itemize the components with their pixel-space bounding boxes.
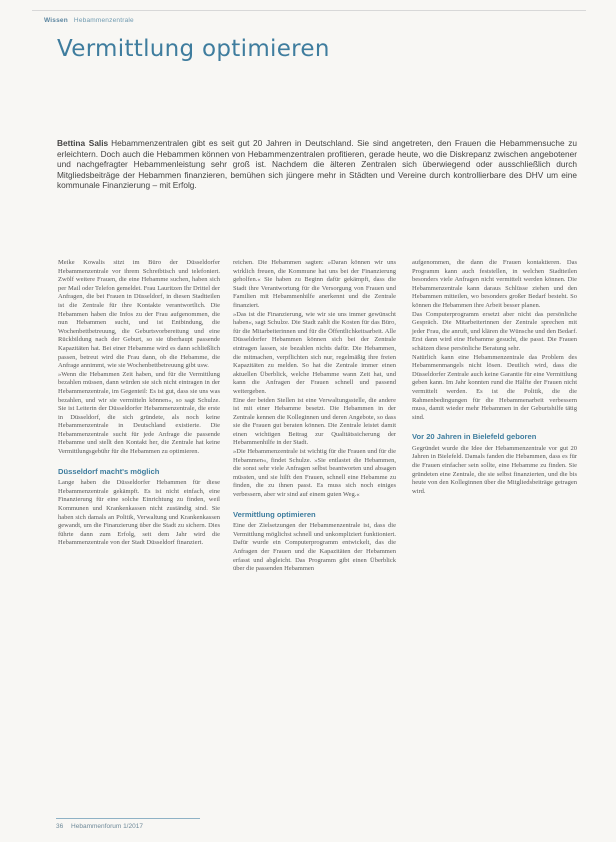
subheading: Vermittlung optimieren (233, 509, 316, 519)
paragraph: reichen. Die Hebammen sagten: »Daran können wir uns wirklich freuen, die Kommune hat uns bei der Finanzierung geholfen.« Sie haben zu Beginn dafür gekämpft, dass die Stadt ihre Verantwortung für die Versorgung von Frauen und Familien mit Hebammenhilfe anerkennt und die Zentrale finanziert. (233, 259, 396, 309)
page-footer (56, 823, 143, 830)
article-title: Vermittlung optimieren (57, 36, 330, 62)
rubric (44, 17, 134, 24)
paragraph: Meike Kowalis sitzt im Büro der Düsseldorfer Hebammenzentrale vor ihrem Schreibtisch und telefoniert. Zwölf weitere Frauen, die eine Hebamme suchen, haben sich per Mail oder Telefon gemeldet. Frau Lauritzen Ihr Drittel der Anfragen, die bei Frauen in Düsseldorf, in diesen Stadtteilen ist die Zentrale für ihre Kontakte verantwortlich. Die Hebammen haben die Infos zu der Frau aufgenommen, die nun Hebammen sucht, und ist Entbindung, die Wochenbettbetreuung, die Geburtsvorbereitung und eine Rückbildung nach der Geburt, so sie überhaupt passende Kapazitäten hat. Bei einer Hebamme wird es dann schließlich passen, betreut wird die Frau dann, ob die Hebamme, die Anfrage annimmt, wie sie Wochenbettbetreuung gibt usw. (58, 259, 220, 370)
teaser-text: Hebammenzentralen gibt es seit gut 20 Jahren in Deutschland. Sie sind angetreten, den Frauen die Hebammensuche zu erleichtern. Doch auch die Hebammen können von Hebammenzentralen profitieren, gerade heute, wo die Diskrepanz zwischen angebotener und nachgefragter Hebammenleistung sehr groß ist. Nachdem die älteren Zentralen sich überwiegend oder ausschließlich durch Mitgliedsbeiträge der Hebammen finanzieren, bemühen sich jüngere mehr in Städten und Vereine durch kontrollierbare des DHV um eine kommunale Finanzierung – mit Erfolg. (57, 138, 577, 190)
author-name: Bettina Salis (57, 138, 109, 148)
paragraph: Das Computerprogramm ersetzt aber nicht das persönliche Gespräch. Die Mitarbeiterinnen der Zentrale sprechen mit jeder Frau, die anruft, und klären die Wünsche und den Bedarf. Erst dann wird eine Hebamme gesucht, die passt. Die Frauen schätzen diese persönliche Beratung sehr. (412, 310, 577, 352)
body-column-1 (58, 259, 220, 548)
rubric-subsection: Hebammenzentrale (73, 17, 134, 24)
paragraph: »Wenn die Hebammen Zeit haben, und für die Vermittlung bezahlen müssen, dann würden sie sich nicht eintragen in der Hebammenzentrale, im Gegenteil: Es ist gut, dass sie uns was bezahlen, und wir sie vermitteln können«, so sagt Schulze. Sie ist Leiterin der Düsseldorfer Hebammenzentrale, die erste in Düsseldorf, die sich gründete, als noch keine Hebammenzentrale in Deutschland existierte. Die Hebammenzentrale sucht für jede Anfrage die passende Hebamme und stellt den Kontakt her, die Zentrale hat keine Vermittlungsgebühr für die Hebammen zu optimieren. (58, 370, 220, 456)
article-teaser (57, 138, 577, 191)
paragraph: »Die Hebammenzentrale ist wichtig für die Frauen und für die Hebammen«, findet Schulze. »Sie entlastet die Hebammen, die sonst sehr viele Anfragen selbst beantworten und absagen müssten, und sie hilft den Frauen, schnell eine Hebamme zu finden, die zu ihnen passt. Es muss sich noch einiges verbessern, aber wir sind auf einem guten Weg.« (233, 448, 396, 499)
body-column-3 (412, 259, 577, 496)
footer-rule (56, 818, 200, 819)
body-column-2 (233, 259, 396, 574)
paragraph: Natürlich kann eine Hebammenzentrale das Problem des Hebammenmangels nicht lösen. Deutlich wird, dass die Düsseldorfer Zentrale auch keine Garantie für eine Vermittlung geben kann. Im Jahr konnten rund die Hälfte der Frauen nicht vermittelt werden. Es ist die Politik, die die Rahmenbedingungen für die Hebammenarbeit verbessern muss, damit wieder mehr Hebammen in der Geburtshilfe tätig sind. (412, 353, 577, 421)
paragraph: Eine der Zielsetzungen der Hebammenzentrale ist, dass die Vermittlung möglichst schnell und unkompliziert funktioniert. Dafür wurde ein Computerprogramm entwickelt, das die Anfragen der Frauen und die Kapazitäten der Hebammen erfasst und abgleicht. Das Programm gibt einen Überblick über die passenden Hebammen (233, 522, 396, 573)
journal-name: Hebammenforum 1/2017 (71, 823, 143, 830)
paragraph: Eine der beiden Stellen ist eine Verwaltungsstelle, die andere ist mit einer Hebamme besetzt. Die Hebammen in der Zentrale kennen die Kolleginnen und deren Angebote, so dass sie die Frauen gut beraten können. Die Zentrale leistet damit einen wichtigen Beitrag zur Qualitätssicherung der Hebammenhilfe in der Stadt. (233, 396, 396, 447)
paragraph: aufgenommen, die dann die Frauen kontaktieren. Das Programm kann auch feststellen, in welchen Stadtteilen besonders viele Anfragen nicht vermittelt werden können. Die Hebammenzentrale kann daraus Schlüsse ziehen und den Hebammen mitteilen, wo besonders großer Bedarf besteht. So können die Hebammen ihre Arbeit besser planen. (412, 259, 577, 309)
subheading: Vor 20 Jahren in Bielefeld geboren (412, 432, 537, 442)
page-number: 36 (56, 823, 64, 830)
rubric-section: Wissen (44, 17, 68, 24)
paragraph: Lange haben die Düsseldorfer Hebammen für diese Hebammenzentrale gekämpft. Es ist nicht einfach, eine Finanzierung für eine solche Einrichtung zu finden, weil Kommunen und Krankenkassen nicht zuständig sind. Sie haben sich damals an Politik, Verwaltung und Krankenkassen gewandt, um die Finanzierung über die Stadt zu sichern. Dies führte dann zum Erfolg, seit dem Jahr wird die Hebammenzentrale von der Stadt Düsseldorf finanziert. (58, 479, 220, 547)
subheading: Düsseldorf macht's möglich (58, 466, 160, 476)
paragraph: Gegründet wurde die Idee der Hebammenzentrale vor gut 20 Jahren in Bielefeld. Damals fanden die Hebammen, dass es für die Frauen einfacher sein sollte, eine Hebamme zu finden. Sie gründeten eine Zentrale, die sie selbst finanzierten, und die bis heute von den Kolleginnen über die Mitgliedsbeiträge getragen wird. (412, 444, 577, 495)
paragraph: »Das ist die Finanzierung, wie wir sie uns immer gewünscht haben«, sagt Schulze. Die Stadt zahlt die Kosten für das Büro, für die Mitarbeiterinnen und für die Öffentlichkeitsarbeit. Alle Düsseldorfer Hebammen können sich bei der Zentrale eintragen lassen, sie bezahlen nichts dafür. Die Hebammen, die mitmachen, verpflichten sich nur, regelmäßig ihre freien Kapazitäten zu melden. So hat die Zentrale immer einen aktuellen Überblick, welche Hebamme wann Zeit hat, und kann die Anfragen der Frauen schnell und passend weitergeben. (233, 310, 396, 395)
header-rule (32, 10, 586, 11)
